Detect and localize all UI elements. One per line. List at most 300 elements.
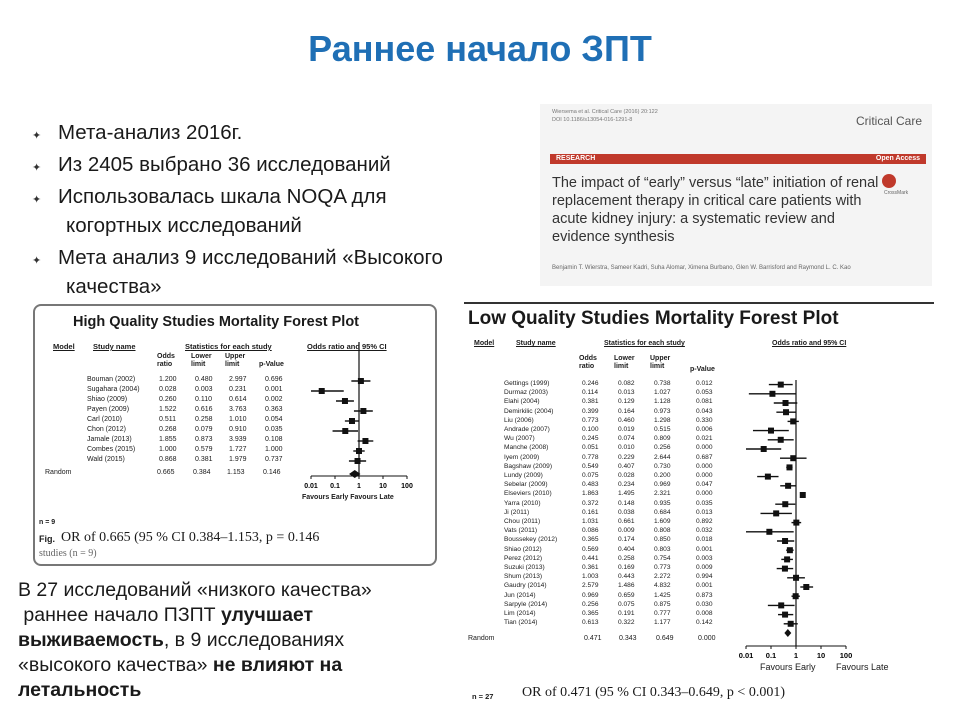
- upper-limit-cell: 0.754: [654, 554, 671, 562]
- upper-limit-cell: 1.425: [654, 591, 671, 599]
- p-value-cell: 0.000: [696, 490, 713, 498]
- effect-box: [342, 398, 348, 404]
- odds-ratio-cell: 0.511: [159, 416, 176, 423]
- p-value-cell: 0.013: [696, 508, 713, 516]
- upper-limit-cell: 0.969: [654, 481, 671, 489]
- slide-title: Раннее начало ЗПТ: [308, 28, 652, 69]
- hq-col-stats: Statistics for each study: [185, 342, 272, 351]
- bullet-item: [30, 150, 550, 179]
- hq-random-or: 0.665: [157, 469, 175, 476]
- study-name: Bouman (2002): [87, 376, 136, 383]
- upper-limit-cell: 0.256: [654, 444, 671, 452]
- paper-authors: Benjamin T. Wierstra, Sameer Kadri, Suha Alomar, Ximena Burbano, Glen W. Barrisford and Raymond L. C. Kao: [552, 265, 851, 271]
- bullet-text: Мета-анализ 2016г.: [58, 121, 243, 144]
- lq-col-odds: Odds ratio: [579, 355, 597, 370]
- lq-n-label: n = 27: [472, 692, 494, 701]
- study-name: Demirkilic (2004): [504, 407, 554, 415]
- odds-ratio-cell: 0.114: [582, 389, 599, 397]
- study-name: Iyem (2009): [504, 453, 540, 461]
- hq-col-lower: Lower limit: [191, 353, 212, 368]
- p-value-cell: 0.108: [265, 436, 283, 443]
- lq-random-label: Random: [468, 635, 495, 642]
- upper-limit-cell: 0.777: [654, 610, 671, 617]
- research-bar: [550, 154, 926, 164]
- hq-summary: OR of 0.665 (95 % CI 0.384–1.153, p = 0.146: [61, 530, 320, 545]
- effect-box: [362, 438, 368, 444]
- upper-limit-cell: 0.803: [654, 545, 671, 553]
- p-value-cell: 0.001: [265, 386, 283, 393]
- odds-ratio-cell: 1.000: [159, 446, 177, 453]
- p-value-cell: 0.030: [696, 600, 713, 608]
- p-value-cell: 0.021: [696, 435, 713, 443]
- upper-limit-cell: 2.272: [654, 573, 671, 581]
- lower-limit-cell: 0.404: [618, 545, 635, 553]
- effect-box: [786, 464, 792, 470]
- upper-limit-cell: 1.727: [229, 446, 247, 453]
- summary-diamond: [784, 629, 791, 637]
- effect-box: [768, 428, 774, 434]
- hq-col-upper: Upper limit: [225, 353, 246, 368]
- p-value-cell: 0.000: [696, 444, 713, 452]
- hq-random-label: Random: [45, 469, 72, 476]
- p-value-cell: 0.994: [696, 573, 713, 581]
- p-value-cell: 1.000: [265, 446, 283, 453]
- bullet-arrow-icon: ✦: [32, 162, 42, 174]
- lower-limit-cell: 0.191: [618, 610, 635, 617]
- study-name: Carl (2010): [87, 416, 123, 423]
- study-name: Bagshaw (2009): [504, 462, 553, 470]
- lower-limit-cell: 1.495: [618, 490, 635, 498]
- study-name: Sebelar (2009): [504, 481, 548, 489]
- upper-limit-cell: 0.973: [654, 407, 671, 415]
- study-name: Yarra (2010): [504, 499, 541, 507]
- odds-ratio-cell: 0.549: [582, 462, 599, 470]
- hq-summary-sub: studies (n = 9): [39, 548, 97, 559]
- p-value-cell: 0.363: [265, 406, 283, 413]
- lower-limit-cell: 0.234: [618, 481, 635, 489]
- study-name: Manche (2008): [504, 444, 549, 452]
- open-access-label: Open Access: [875, 155, 920, 162]
- lower-limit-cell: 0.074: [618, 435, 635, 443]
- p-value-cell: 0.047: [696, 481, 713, 489]
- lower-limit-cell: 0.174: [618, 536, 635, 544]
- low-quality-forest-plot: [464, 302, 934, 704]
- bullet-text-cont: когортных исследований: [66, 214, 302, 237]
- p-value-cell: 0.032: [696, 527, 713, 535]
- bullet-text-cont: качества»: [66, 275, 162, 298]
- effect-box: [782, 501, 788, 507]
- study-name: Payen (2009): [87, 406, 130, 413]
- lower-limit-cell: 0.381: [195, 456, 213, 463]
- odds-ratio-cell: 1.522: [159, 406, 177, 413]
- p-value-cell: 0.003: [696, 554, 713, 562]
- odds-ratio-cell: 0.365: [582, 610, 599, 617]
- effect-box: [349, 418, 355, 424]
- lower-limit-cell: 0.407: [618, 462, 635, 470]
- effect-box: [787, 547, 793, 553]
- lower-limit-cell: 0.661: [618, 518, 635, 525]
- hq-col-p: p-Value: [259, 361, 284, 368]
- upper-limit-cell: 1.010: [229, 416, 247, 423]
- upper-limit-cell: 0.231: [229, 386, 247, 393]
- upper-limit-cell: 0.910: [229, 426, 247, 433]
- effect-box: [785, 483, 791, 489]
- study-name: Tian (2014): [504, 619, 538, 627]
- paper-header-image: [540, 104, 932, 286]
- axis-tick-label: 1: [357, 483, 361, 490]
- effect-box: [803, 584, 809, 590]
- lq-col-study: Study name: [516, 340, 556, 347]
- upper-limit-cell: 1.177: [654, 619, 671, 627]
- lower-limit-cell: 0.169: [618, 564, 635, 571]
- odds-ratio-cell: 0.268: [159, 426, 177, 433]
- lower-limit-cell: 0.480: [195, 376, 213, 383]
- effect-box: [782, 566, 788, 572]
- odds-ratio-cell: 0.028: [159, 386, 177, 393]
- bullet-arrow-icon: ✦: [32, 255, 42, 267]
- lower-limit-cell: 0.079: [195, 426, 213, 433]
- p-value-cell: 0.687: [696, 453, 713, 461]
- axis-tick-label: 100: [401, 483, 413, 490]
- lq-random-hi: 0.649: [656, 635, 674, 642]
- axis-tick-label: 0.01: [738, 651, 754, 660]
- effect-box: [769, 391, 775, 397]
- lower-limit-cell: 0.322: [618, 619, 635, 627]
- lq-summary: OR of 0.471 (95 % CI 0.343–0.649, p < 0.001): [522, 685, 785, 700]
- conclusion-line-1: В 27 исследований «низкого качества»: [18, 579, 372, 601]
- effect-box: [765, 474, 771, 480]
- hq-col-model: Model: [53, 342, 75, 351]
- lower-limit-cell: 0.229: [618, 453, 635, 461]
- conclusion-p4: «высокого качества»: [18, 654, 208, 676]
- upper-limit-cell: 1.027: [654, 389, 671, 397]
- upper-limit-cell: 0.730: [654, 462, 671, 470]
- upper-limit-cell: 0.515: [654, 426, 671, 433]
- axis-tick-label: 0.01: [304, 483, 318, 490]
- lq-favours-late: Favours Late: [836, 662, 889, 672]
- p-value-cell: 0.001: [696, 545, 713, 553]
- hq-random-hi: 1.153: [227, 469, 245, 476]
- lower-limit-cell: 0.110: [195, 396, 212, 403]
- effect-box: [790, 455, 796, 461]
- lower-limit-cell: 0.009: [618, 527, 635, 535]
- effect-box: [783, 400, 789, 406]
- p-value-cell: 0.081: [696, 398, 713, 406]
- study-name: Shiao (2009): [87, 396, 128, 403]
- lower-limit-cell: 0.075: [618, 600, 635, 608]
- upper-limit-cell: 2.997: [229, 376, 247, 383]
- odds-ratio-cell: 0.969: [582, 591, 599, 599]
- bullet-arrow-icon: ✦: [32, 130, 42, 142]
- p-value-cell: 0.000: [696, 472, 713, 479]
- paper-citation: Wiersema et al. Critical Care (2016) 20:122: [552, 109, 658, 115]
- study-name: Shum (2013): [504, 573, 543, 581]
- odds-ratio-cell: 0.778: [582, 453, 599, 461]
- p-value-cell: 0.054: [265, 416, 283, 423]
- p-value-cell: 0.892: [696, 518, 713, 525]
- effect-box: [766, 529, 772, 535]
- lq-col-lower: Lower limit: [614, 355, 635, 370]
- odds-ratio-cell: 0.381: [582, 398, 599, 406]
- effect-box: [778, 437, 784, 443]
- bullet-list: [30, 118, 550, 304]
- study-name: Boussekey (2012): [504, 536, 558, 544]
- upper-limit-cell: 1.298: [654, 416, 671, 424]
- odds-ratio-cell: 0.246: [582, 380, 599, 387]
- upper-limit-cell: 1.609: [654, 518, 671, 525]
- study-name: Combes (2015): [87, 446, 136, 453]
- odds-ratio-cell: 0.483: [582, 481, 599, 489]
- lower-limit-cell: 0.443: [618, 573, 635, 581]
- upper-limit-cell: 0.738: [654, 380, 671, 387]
- study-name: Lundy (2009): [504, 472, 543, 479]
- axis-tick-label: 0.1: [330, 483, 340, 490]
- study-name: Liu (2006): [504, 416, 534, 424]
- lower-limit-cell: 0.148: [618, 499, 635, 507]
- study-name: Wu (2007): [504, 435, 535, 443]
- hq-forest-graphic: [35, 306, 437, 566]
- paper-doi: DOI 10.1186/s13054-016-1291-8: [552, 117, 633, 123]
- effect-box: [360, 408, 366, 414]
- conclusion-b2: выживаемость: [18, 629, 164, 651]
- bullet-text: Использовалась шкала NOQA для: [58, 185, 387, 208]
- study-name: Suzuki (2013): [504, 564, 545, 571]
- lq-random-or: 0.471: [584, 635, 602, 642]
- study-name: Elahi (2004): [504, 398, 540, 406]
- p-value-cell: 0.006: [696, 426, 713, 433]
- odds-ratio-cell: 0.372: [582, 499, 599, 507]
- study-name: Durmaz (2003): [504, 389, 548, 397]
- lq-forest-graphic: [464, 304, 934, 704]
- bullet-item: [30, 243, 550, 301]
- effect-box: [778, 602, 784, 608]
- axis-tick-label: 100: [839, 651, 853, 660]
- p-value-cell: 0.737: [265, 456, 283, 463]
- odds-ratio-cell: 2.579: [582, 582, 599, 590]
- odds-ratio-cell: 0.868: [159, 456, 177, 463]
- lower-limit-cell: 0.010: [618, 444, 635, 452]
- conclusion-b4: летальность: [18, 679, 142, 701]
- effect-box: [319, 388, 325, 394]
- conclusion-line-5: [18, 678, 458, 703]
- lq-col-stats: Statistics for each study: [604, 340, 685, 347]
- paper-title: The impact of “early” versus “late” initiation of renal replacement therapy in critical care patients with acute kidney injury: a systematic review and evidence synthesis: [552, 175, 879, 245]
- odds-ratio-cell: 0.256: [582, 600, 599, 608]
- lq-col-or-ci: Odds ratio and 95% CI: [772, 340, 847, 347]
- upper-limit-cell: 3.763: [229, 406, 247, 413]
- odds-ratio-cell: 0.773: [582, 416, 599, 424]
- lower-limit-cell: 0.003: [195, 386, 213, 393]
- study-name: Jamale (2013): [87, 436, 132, 443]
- lower-limit-cell: 0.460: [618, 416, 635, 424]
- lower-limit-cell: 0.579: [195, 446, 213, 453]
- lower-limit-cell: 0.028: [618, 472, 635, 479]
- effect-box: [773, 510, 779, 516]
- bullet-text: Из 2405 выбрано 36 исследований: [58, 153, 391, 176]
- conclusion-line-4: [18, 653, 458, 678]
- bullet-arrow-icon: ✦: [32, 194, 42, 206]
- lower-limit-cell: 0.038: [618, 508, 635, 516]
- conclusion-p3: , в 9 исследованиях: [163, 629, 345, 651]
- axis-tick-label: 0.1: [765, 651, 777, 660]
- paper-meta: [552, 108, 658, 124]
- odds-ratio-cell: 0.613: [582, 619, 599, 627]
- bullet-item: [30, 182, 550, 240]
- study-name: Andrade (2007): [504, 426, 550, 433]
- bullet-text: Мета анализ 9 исследований «Высокого: [58, 246, 443, 269]
- axis-tick-label: 1: [793, 651, 799, 660]
- study-name: Ji (2011): [504, 508, 530, 516]
- odds-ratio-cell: 1.863: [582, 490, 599, 498]
- hq-plot-title: High Quality Studies Mortality Forest Plot: [73, 314, 359, 330]
- p-value-cell: 0.000: [696, 462, 713, 470]
- study-name: Sarpyle (2014): [504, 600, 548, 608]
- study-name: Wald (2015): [87, 456, 125, 463]
- upper-limit-cell: 0.684: [654, 508, 671, 516]
- hq-col-or-ci: Odds ratio and 95% CI: [307, 342, 387, 351]
- axis-tick-label: 10: [379, 483, 387, 490]
- lower-limit-cell: 0.013: [618, 389, 635, 397]
- conclusion-text: [18, 578, 458, 703]
- effect-box: [800, 492, 806, 498]
- lq-col-model: Model: [474, 340, 495, 347]
- p-value-cell: 0.053: [696, 389, 713, 397]
- upper-limit-cell: 2.321: [654, 490, 671, 498]
- p-value-cell: 0.008: [696, 610, 713, 617]
- lower-limit-cell: 0.129: [618, 398, 635, 406]
- study-name: Jun (2014): [504, 591, 536, 599]
- effect-box: [761, 446, 767, 452]
- lower-limit-cell: 0.019: [618, 426, 635, 433]
- odds-ratio-cell: 0.100: [582, 426, 599, 433]
- lower-limit-cell: 0.873: [195, 436, 213, 443]
- odds-ratio-cell: 1.200: [159, 376, 177, 383]
- conclusion-p2: раннее начало ПЗПТ: [23, 604, 216, 626]
- study-name: Sugahara (2004): [87, 386, 140, 393]
- effect-box: [788, 621, 794, 627]
- hq-col-odds: Odds ratio: [157, 353, 175, 368]
- odds-ratio-cell: 0.086: [582, 527, 599, 535]
- lq-plot-title: Low Quality Studies Mortality Forest Plot: [468, 308, 839, 329]
- high-quality-forest-plot: [33, 304, 437, 566]
- odds-ratio-cell: 0.245: [582, 435, 599, 443]
- upper-limit-cell: 1.979: [229, 456, 247, 463]
- hq-random-p: 0.146: [263, 469, 281, 476]
- lower-limit-cell: 0.659: [618, 591, 635, 599]
- study-name: Elseviers (2010): [504, 490, 552, 498]
- upper-limit-cell: 1.128: [654, 398, 671, 406]
- p-value-cell: 0.330: [696, 416, 713, 424]
- odds-ratio-cell: 0.441: [582, 554, 599, 562]
- study-name: Perez (2012): [504, 554, 543, 562]
- crossmark-icon: [882, 174, 896, 188]
- p-value-cell: 0.035: [265, 426, 283, 433]
- upper-limit-cell: 0.200: [654, 472, 671, 479]
- conclusion-line-3: [18, 628, 458, 653]
- upper-limit-cell: 0.614: [229, 396, 247, 403]
- odds-ratio-cell: 0.051: [582, 444, 599, 452]
- lower-limit-cell: 0.164: [618, 407, 635, 415]
- odds-ratio-cell: 0.399: [582, 407, 599, 415]
- hq-favours: Favours Early Favours Late: [302, 494, 394, 501]
- effect-box: [782, 538, 788, 544]
- study-name: Shiao (2012): [504, 545, 542, 553]
- p-value-cell: 0.001: [696, 582, 713, 590]
- lower-limit-cell: 0.258: [618, 554, 635, 562]
- hq-col-study: Study name: [93, 342, 136, 351]
- upper-limit-cell: 0.850: [654, 536, 671, 544]
- effect-box: [784, 556, 790, 562]
- lq-col-p: p-Value: [690, 366, 715, 373]
- axis-tick-label: 10: [816, 651, 826, 660]
- study-name: Gettings (1999): [504, 380, 550, 387]
- p-value-cell: 0.018: [696, 536, 713, 544]
- upper-limit-cell: 2.644: [654, 453, 671, 461]
- lower-limit-cell: 0.258: [195, 416, 213, 423]
- lq-col-upper: Upper limit: [650, 355, 671, 370]
- lower-limit-cell: 0.082: [618, 380, 635, 387]
- lq-random-lo: 0.343: [619, 635, 637, 642]
- effect-box: [783, 409, 789, 415]
- study-name: Lim (2014): [504, 610, 536, 617]
- lq-random-p: 0.000: [698, 635, 716, 642]
- hq-n-label: n = 9: [39, 519, 56, 526]
- study-name: Gaudry (2014): [504, 582, 547, 590]
- p-value-cell: 0.002: [265, 396, 283, 403]
- effect-box: [782, 612, 788, 618]
- upper-limit-cell: 0.809: [654, 435, 671, 443]
- upper-limit-cell: 0.875: [654, 600, 671, 608]
- lower-limit-cell: 1.486: [618, 582, 635, 590]
- effect-box: [342, 428, 348, 434]
- hq-fig-label: Fig.: [39, 534, 55, 544]
- study-name: Vats (2011): [504, 527, 538, 535]
- bullet-item: [30, 118, 550, 147]
- odds-ratio-cell: 1.003: [582, 573, 599, 581]
- effect-box: [778, 382, 784, 388]
- journal-name: Critical Care: [855, 114, 922, 128]
- odds-ratio-cell: 0.569: [582, 545, 599, 553]
- effect-box: [790, 418, 796, 424]
- upper-limit-cell: 4.832: [654, 582, 671, 590]
- odds-ratio-cell: 0.161: [582, 508, 599, 516]
- p-value-cell: 0.035: [696, 499, 713, 507]
- odds-ratio-cell: 0.365: [582, 536, 599, 544]
- p-value-cell: 0.009: [696, 564, 713, 571]
- p-value-cell: 0.696: [265, 376, 283, 383]
- upper-limit-cell: 0.808: [654, 527, 671, 535]
- upper-limit-cell: 3.939: [229, 436, 247, 443]
- odds-ratio-cell: 1.855: [159, 436, 177, 443]
- upper-limit-cell: 0.935: [654, 499, 671, 507]
- hq-random-lo: 0.384: [193, 469, 211, 476]
- lq-favours-early: Favours Early: [760, 662, 816, 672]
- effect-box: [355, 458, 361, 464]
- research-label: RESEARCH: [556, 155, 596, 162]
- p-value-cell: 0.043: [696, 407, 713, 415]
- p-value-cell: 0.012: [696, 380, 713, 387]
- study-name: Chon (2012): [87, 426, 126, 433]
- lower-limit-cell: 0.616: [195, 406, 213, 413]
- p-value-cell: 0.142: [696, 619, 713, 627]
- odds-ratio-cell: 1.031: [582, 518, 599, 525]
- odds-ratio-cell: 0.361: [582, 564, 599, 571]
- conclusion-b3: не влияют на: [212, 654, 343, 676]
- upper-limit-cell: 0.773: [654, 564, 671, 571]
- p-value-cell: 0.873: [696, 591, 713, 599]
- study-name: Chou (2011): [504, 518, 541, 525]
- odds-ratio-cell: 0.260: [159, 396, 177, 403]
